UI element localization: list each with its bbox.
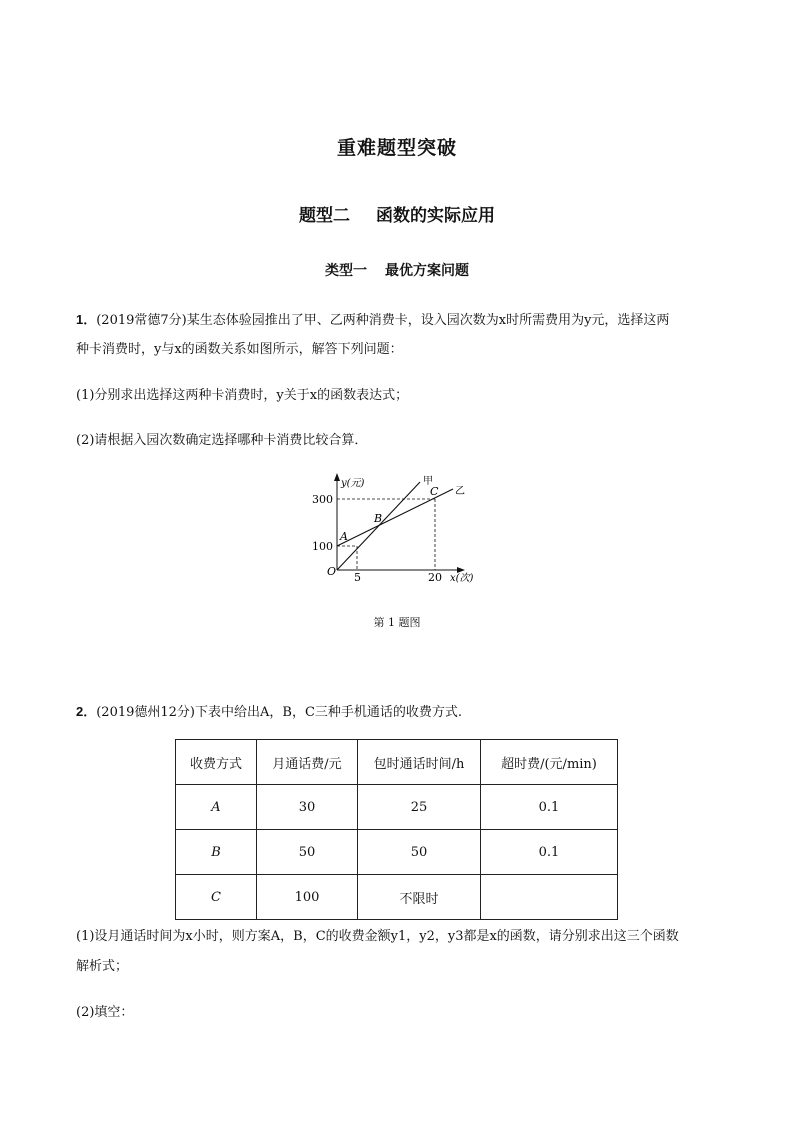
- table-cell: A: [176, 785, 257, 830]
- y-tick-300: 300: [312, 493, 333, 506]
- q1-stem-text: (2019常德7分)某生态体验园推出了甲、乙两种消费卡，设入园次数为x时所需费用为y元，选择这两: [96, 313, 670, 328]
- header-cell: 月通话费/元: [257, 740, 358, 785]
- table-cell: 50: [358, 830, 481, 875]
- q1-stem-line2: 种卡消费时，y与x的函数关系如图所示，解答下列问题：: [76, 342, 403, 357]
- table-cell: B: [176, 830, 257, 875]
- section-title-label: 题型二: [299, 206, 350, 226]
- q2-part2: (2)填空：: [76, 1005, 134, 1020]
- point-c-label: C: [430, 485, 439, 498]
- q2-number: 2．: [76, 704, 97, 719]
- table-cell: 0.1: [481, 785, 618, 830]
- table-row: [176, 875, 618, 920]
- table-row: [176, 785, 618, 830]
- q1-figure: [300, 470, 500, 590]
- q1-part1: (1)分别求出选择这两种卡消费时，y关于x的函数表达式；: [76, 388, 409, 403]
- y-tick-100: 100: [312, 540, 333, 553]
- table-cell: 100: [257, 875, 358, 920]
- table-header-row: [176, 740, 618, 785]
- line-jia-label: 甲: [423, 476, 433, 487]
- y-axis-label: y(元): [341, 478, 365, 489]
- table-cell: C: [176, 875, 257, 920]
- header-cell: 包时通话时间/h: [358, 740, 481, 785]
- fee-table: [175, 739, 618, 920]
- line-yi-label: 乙: [455, 486, 465, 497]
- table-cell: 不限时: [358, 875, 481, 920]
- y-axis-arrow: [334, 473, 340, 481]
- table-cell: 50: [257, 830, 358, 875]
- header-cell: 收费方式: [176, 740, 257, 785]
- q2-stem: [76, 699, 726, 726]
- x-tick-20: 20: [428, 571, 442, 584]
- x-tick-5: 5: [354, 571, 361, 584]
- point-b-label: B: [374, 512, 383, 525]
- table-row: [176, 830, 618, 875]
- table-cell: 25: [358, 785, 481, 830]
- page-title: 重难题型突破: [336, 137, 457, 159]
- table-cell: [481, 875, 618, 920]
- header-cell: 超时费/(元/min): [481, 740, 618, 785]
- x-axis-label: x(次): [450, 573, 474, 584]
- type-title-topic: 最优方案问题: [385, 263, 469, 279]
- type-title: [0, 260, 794, 280]
- section-title-topic: 函数的实际应用: [376, 206, 495, 226]
- q1-number: 1．: [76, 312, 97, 327]
- point-a-label: A: [340, 530, 348, 543]
- q1-part2: (2)请根据入园次数确定选择哪种卡消费比较合算．: [76, 433, 368, 448]
- q2-stem-text: (2019德州12分)下表中给出A，B，C三种手机通话的收费方式.: [96, 705, 463, 720]
- q1-figure-caption: 第 1 题图: [373, 616, 421, 629]
- type-title-label: 类型一: [325, 263, 367, 279]
- table-cell: 30: [257, 785, 358, 830]
- section-title: [0, 201, 794, 226]
- q2-part1-line2: 解析式；: [76, 959, 129, 974]
- q1-stem-line1: [76, 307, 726, 334]
- table-cell: 0.1: [481, 830, 618, 875]
- q2-part1-line1: (1)设月通话时间为x小时，则方案A，B，C的收费金额y1，y2，y3都是x的函数，请分别求出这三个函数: [76, 929, 679, 944]
- origin-label: O: [327, 565, 337, 578]
